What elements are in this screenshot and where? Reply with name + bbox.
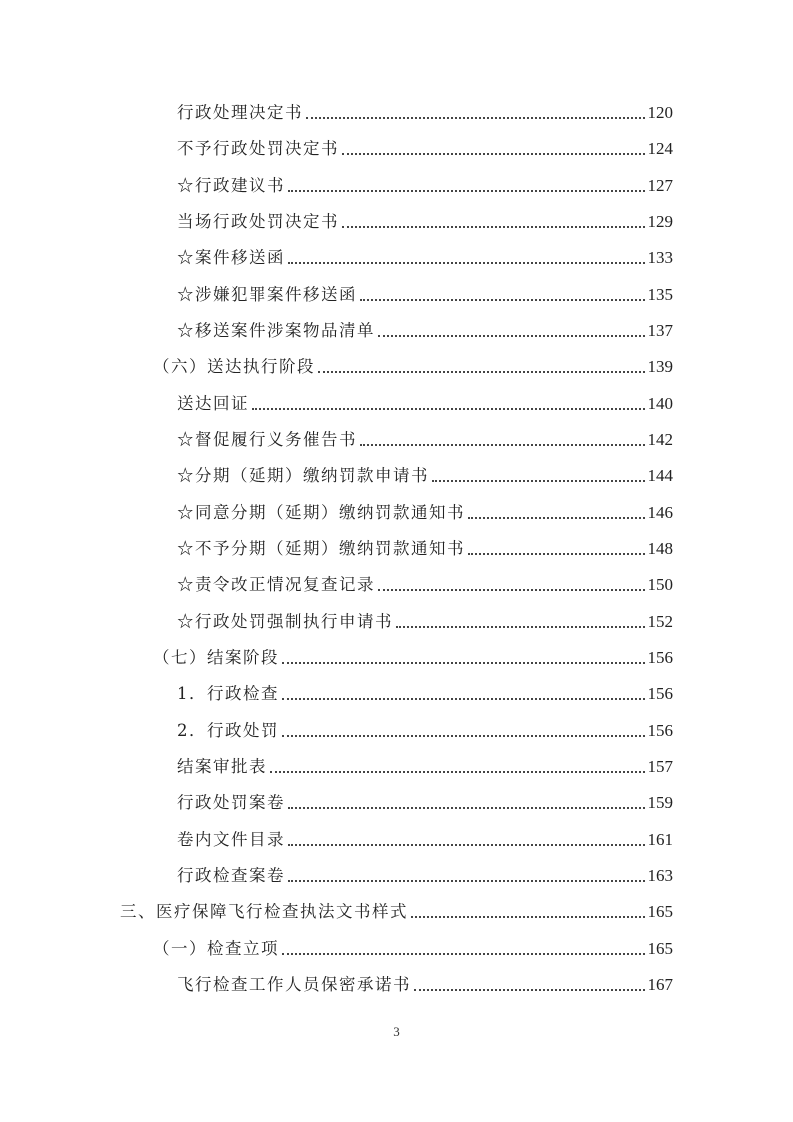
toc-entry-page-number: 144 xyxy=(647,466,673,486)
toc-entry[interactable] xyxy=(177,824,673,850)
toc-dot-leader xyxy=(288,879,645,882)
toc-dot-leader xyxy=(288,843,645,846)
toc-entry-title: 卷内文件目录 xyxy=(177,829,285,849)
page-number: 3 xyxy=(393,1024,400,1039)
toc-entry[interactable] xyxy=(177,751,673,777)
toc-entry-title: ☆行政处罚强制执行申请书 xyxy=(177,611,393,631)
toc-entry-title: （七）结案阶段 xyxy=(153,647,279,667)
toc-entry-page-number: 156 xyxy=(647,647,673,667)
toc-entry-page-number: 146 xyxy=(647,502,673,522)
toc-entry-page-number: 135 xyxy=(647,284,673,304)
toc-entry-title: ☆不予分期（延期）缴纳罚款通知书 xyxy=(177,539,465,558)
toc-dot-leader xyxy=(318,370,645,373)
toc-dot-leader xyxy=(378,334,645,337)
toc-entry-page-number: 140 xyxy=(647,393,673,413)
toc-dot-leader xyxy=(468,516,645,519)
toc-entry[interactable] xyxy=(177,715,673,741)
toc-entry-page-number: 163 xyxy=(647,865,673,885)
toc-entry[interactable] xyxy=(177,969,673,995)
toc-entry-page-number: 156 xyxy=(647,720,673,740)
toc-dot-leader xyxy=(360,443,645,446)
toc-entry[interactable] xyxy=(177,497,673,523)
toc-entry[interactable] xyxy=(153,933,673,959)
toc-dot-leader xyxy=(396,625,645,628)
toc-entry[interactable] xyxy=(120,896,673,922)
toc-dot-leader xyxy=(468,552,645,555)
toc-entry-title: 当场行政处罚决定书 xyxy=(177,212,339,231)
toc-entry-page-number: 165 xyxy=(647,938,673,958)
toc-entry[interactable] xyxy=(177,787,673,813)
toc-entry-title: 2．行政处罚 xyxy=(177,720,279,740)
toc-entry[interactable] xyxy=(177,569,673,595)
toc-dot-leader xyxy=(288,806,645,809)
toc-entry-title: 1．行政检查 xyxy=(177,684,279,704)
toc-dot-leader xyxy=(282,952,645,955)
toc-entry[interactable] xyxy=(177,388,673,414)
toc-dot-leader xyxy=(432,479,645,482)
toc-entry-page-number: 127 xyxy=(647,175,673,195)
toc-dot-leader xyxy=(342,152,645,155)
toc-entry-title: ☆同意分期（延期）缴纳罚款通知书 xyxy=(177,502,465,522)
toc-dot-leader xyxy=(282,661,645,664)
toc-dot-leader xyxy=(252,407,645,410)
toc-entry-title: 三、医疗保障飞行检查执法文书样式 xyxy=(120,902,408,922)
toc-entry-page-number: 120 xyxy=(647,103,673,122)
toc-dot-leader xyxy=(282,734,645,737)
toc-entry-title: 行政处理决定书 xyxy=(177,103,303,122)
toc-entry[interactable] xyxy=(177,315,673,341)
toc-entry-page-number: 152 xyxy=(647,611,673,631)
toc-entry[interactable] xyxy=(177,424,673,450)
toc-entry-page-number: 124 xyxy=(647,139,673,159)
toc-entry-page-number: 133 xyxy=(647,248,673,268)
toc-entry[interactable] xyxy=(177,97,673,123)
toc-entry-page-number: 159 xyxy=(647,793,673,813)
toc-entry-page-number: 148 xyxy=(647,539,673,558)
toc-entry-title: 送达回证 xyxy=(177,393,249,413)
toc-dot-leader xyxy=(378,588,645,591)
toc-dot-leader xyxy=(411,915,645,918)
toc-entry-title: 行政检查案卷 xyxy=(177,865,285,885)
toc-entry[interactable] xyxy=(177,678,673,704)
toc-dot-leader xyxy=(288,189,645,192)
toc-entry-page-number: 161 xyxy=(647,829,673,849)
toc-entry-page-number: 129 xyxy=(647,212,673,231)
toc-entry-page-number: 137 xyxy=(647,321,673,340)
toc-entry[interactable] xyxy=(153,351,673,377)
toc-entry[interactable] xyxy=(177,860,673,886)
toc-dot-leader xyxy=(360,298,645,301)
toc-entry[interactable] xyxy=(177,606,673,632)
toc-entry-page-number: 150 xyxy=(647,575,673,595)
toc-dot-leader xyxy=(414,988,645,991)
toc-entry-title: 飞行检查工作人员保密承诺书 xyxy=(177,974,411,994)
toc-entry[interactable] xyxy=(153,642,673,668)
toc-entry-page-number: 157 xyxy=(647,756,673,776)
toc-dot-leader xyxy=(342,225,645,228)
toc-entry-page-number: 142 xyxy=(647,430,673,449)
toc-entry-title: （一）检查立项 xyxy=(153,938,279,958)
toc-entry-title: ☆案件移送函 xyxy=(177,248,285,268)
toc-dot-leader xyxy=(306,116,645,119)
toc-entry-page-number: 167 xyxy=(647,974,673,994)
toc-entry-title: ☆移送案件涉案物品清单 xyxy=(177,321,375,340)
toc-entry-title: 结案审批表 xyxy=(177,756,267,776)
toc-entry-page-number: 139 xyxy=(647,357,673,377)
toc-dot-leader xyxy=(288,261,645,264)
toc-entry-title: 不予行政处罚决定书 xyxy=(177,139,339,159)
toc-entry[interactable] xyxy=(177,279,673,305)
toc-dot-leader xyxy=(270,770,645,773)
toc-entry[interactable] xyxy=(177,460,673,486)
toc-entry-title: ☆涉嫌犯罪案件移送函 xyxy=(177,284,357,304)
toc-entry[interactable] xyxy=(177,533,673,559)
toc-entry[interactable] xyxy=(177,133,673,159)
toc-entry[interactable] xyxy=(177,170,673,196)
toc-entry-title: ☆行政建议书 xyxy=(177,175,285,195)
toc-entry-page-number: 156 xyxy=(647,684,673,704)
toc-dot-leader xyxy=(282,697,645,700)
toc-entry-title: ☆督促履行义务催告书 xyxy=(177,430,357,449)
toc-entry[interactable] xyxy=(177,206,673,232)
toc-entry-title: 行政处罚案卷 xyxy=(177,793,285,813)
toc-entry-title: ☆分期（延期）缴纳罚款申请书 xyxy=(177,466,429,486)
toc-entry-page-number: 165 xyxy=(647,902,673,922)
toc-entry-title: ☆责令改正情况复查记录 xyxy=(177,575,375,595)
toc-entry-title: （六）送达执行阶段 xyxy=(153,357,315,377)
toc-entry[interactable] xyxy=(177,242,673,268)
